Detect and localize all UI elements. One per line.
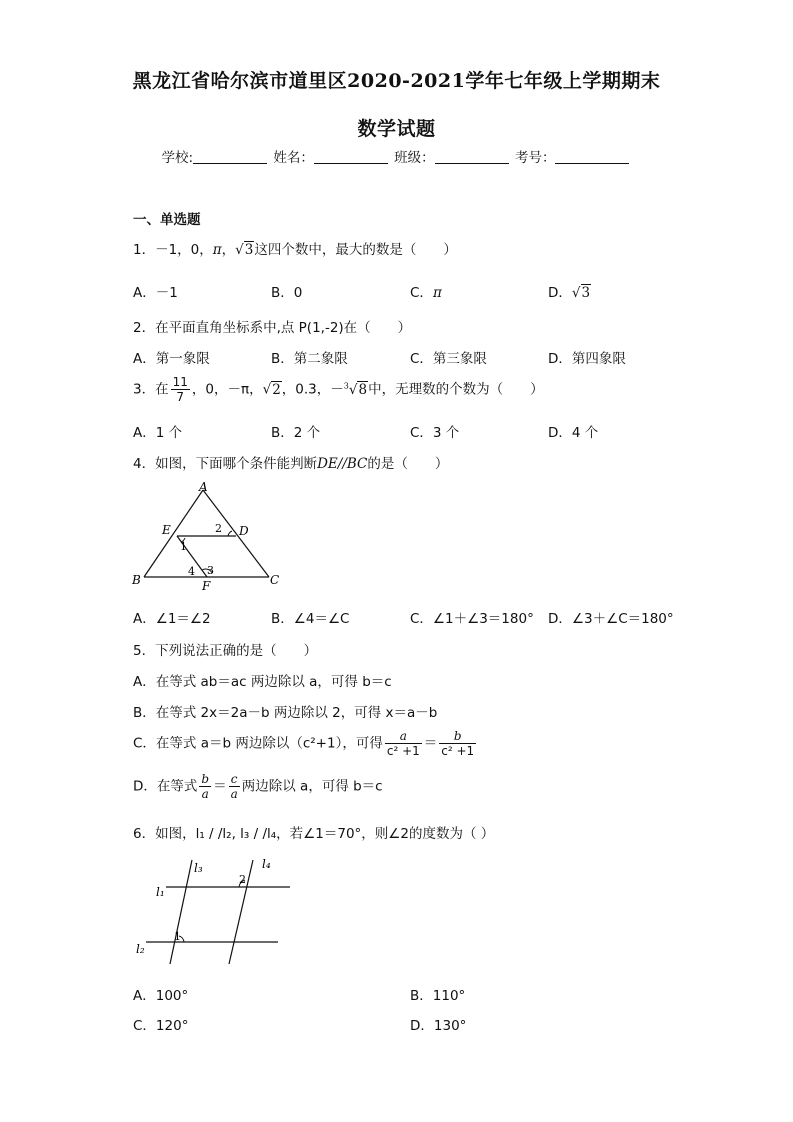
q4-label-4: 4 — [188, 565, 195, 578]
q4-stem-cond: DE//BC — [317, 456, 368, 472]
q3-frac-num: 11 — [172, 375, 188, 389]
q5-option-b[interactable]: B．在等式 2x＝2a－b 两边除以 2，可得 x＝a－b — [133, 705, 438, 721]
q3-mid1: ，0，－π， — [191, 381, 263, 398]
q6-label-l2: l₂ — [136, 942, 145, 956]
q4-label-c: C — [270, 573, 280, 587]
q6-label-l1: l₁ — [156, 885, 165, 899]
q4-stem-post: 的是（ ） — [367, 456, 449, 472]
school-blank[interactable] — [193, 149, 267, 164]
q6-label-l3: l₃ — [194, 861, 203, 875]
q5-c-frac1-num: a — [385, 729, 422, 744]
q1-d-sqrt: 3 — [581, 285, 591, 301]
q1-option-c[interactable] — [410, 281, 442, 301]
q5-d-frac2 — [229, 772, 240, 801]
q3-option-a[interactable]: A．1 个 — [133, 425, 183, 441]
name-blank[interactable] — [314, 149, 388, 164]
q2-option-d[interactable]: D．第四象限 — [548, 351, 626, 367]
q5-option-a[interactable]: A．在等式 ab＝ac 两边除以 a，可得 b＝c — [133, 674, 392, 690]
q1-sqrt-num: 3 — [244, 242, 254, 258]
q3-sqrt-num: 2 — [272, 381, 281, 398]
q4-label-a: A — [199, 480, 208, 494]
q3-stem-pre: 3．在 — [133, 381, 169, 398]
q5-c-frac2-num: b — [439, 729, 476, 744]
q5-d-frac1 — [199, 772, 211, 801]
q1-sqrt: √3 — [235, 242, 254, 258]
q5-c-pre: C．在等式 a＝b 两边除以（c²+1），可得 — [133, 735, 383, 752]
q2-option-c[interactable]: C．第三象限 — [410, 351, 487, 367]
q3-stem — [133, 375, 544, 404]
q4-option-d[interactable]: D．∠3＋∠C＝180° — [548, 611, 674, 627]
q5-stem: 5．下列说法正确的是（ ） — [133, 643, 318, 659]
q1-stem-pre: 1．－1，0， — [133, 242, 213, 258]
q1-option-d[interactable]: D．√3 — [548, 285, 591, 301]
q4-label-1: 1 — [180, 540, 187, 553]
exam-title-line2: 数学试题 — [357, 118, 436, 140]
q6-option-b[interactable]: B．110° — [410, 988, 466, 1004]
q1-option-a[interactable]: A．－1 — [133, 285, 178, 301]
q3-option-b[interactable]: B．2 个 — [271, 425, 321, 441]
q6-option-d[interactable]: D．130° — [410, 1018, 467, 1034]
q4-label-e: E — [162, 523, 171, 537]
name-label: 姓名： — [273, 150, 314, 166]
q3-option-c[interactable]: C．3 个 — [410, 425, 460, 441]
q1-d-prefix: D． — [548, 285, 572, 301]
q4-label-b: B — [132, 573, 141, 587]
q6-label-1: 1 — [174, 930, 181, 943]
q1-option-b[interactable]: B．0 — [271, 285, 303, 301]
q2-stem: 2．在平面直角坐标系中,点 P(1,-2)在（ ） — [133, 320, 412, 336]
q3-cbrt-index: 3 — [343, 381, 349, 390]
student-info-line — [0, 146, 793, 166]
q3-sqrt: √2 — [262, 381, 281, 398]
q2-option-b[interactable]: B．第二象限 — [271, 351, 348, 367]
q6-line-l3 — [170, 860, 192, 964]
q5-d-pre: D．在等式 — [133, 778, 198, 795]
q4-label-2: 2 — [215, 522, 222, 535]
q5-c-frac2-den: c² +1 — [441, 744, 475, 758]
q1-c-pi: π — [432, 285, 442, 301]
q3-option-d[interactable]: D．4 个 — [548, 425, 599, 441]
q4-option-b[interactable]: B．∠4＝∠C — [271, 611, 350, 627]
q5-c-frac2 — [439, 729, 476, 758]
q6-label-l4: l₄ — [262, 857, 271, 871]
exam-no-blank[interactable] — [555, 149, 629, 164]
q5-option-c[interactable] — [133, 729, 478, 758]
q3-mid2: ，0.3，－ — [281, 381, 344, 398]
q4-angle2-arc — [228, 531, 232, 536]
q5-d-frac2-den: a — [230, 787, 238, 801]
q3-cbrt: $^3$√8 — [343, 381, 368, 398]
q3-fraction — [171, 375, 190, 404]
q4-side-ab — [144, 490, 203, 577]
q6-option-a[interactable]: A．100° — [133, 988, 189, 1004]
q6-stem: 6．如图，l₁ / /l₂, l₃ / /l₄，若∠1＝70°，则∠2的度数为（ ） — [133, 826, 495, 842]
class-label: 班级： — [394, 150, 435, 166]
q5-option-d[interactable] — [133, 772, 383, 801]
q4-label-f: F — [202, 579, 211, 593]
q5-d-eq: ＝ — [213, 778, 227, 795]
q5-c-eq: ＝ — [423, 735, 438, 752]
q6-parallel-lines-figure — [128, 852, 303, 972]
q4-label-3: 3 — [207, 564, 214, 577]
q1-pi: π — [212, 242, 222, 258]
q5-d-frac1-num: b — [201, 772, 210, 786]
q2-option-a[interactable]: A．第一象限 — [133, 351, 210, 367]
q5-d-frac1-den: a — [201, 787, 209, 801]
q1-c-prefix: C． — [410, 285, 433, 301]
q4-option-a[interactable]: A．∠1＝∠2 — [133, 611, 211, 627]
section-title: 一、单选题 — [133, 212, 201, 228]
exam-no-label: 考号： — [514, 150, 556, 166]
exam-title-line1: 黑龙江省哈尔滨市道里区2020-2021学年七年级上学期期末 — [132, 70, 661, 92]
q4-label-d: D — [239, 524, 249, 538]
q5-d-post: 两边除以 a，可得 b＝c — [241, 778, 383, 795]
q1-stem-post: 这四个数中，最大的数是（ ） — [254, 242, 457, 258]
q1-stem — [133, 238, 457, 258]
class-blank[interactable] — [435, 149, 509, 164]
q6-label-2: 2 — [239, 873, 246, 886]
q3-frac-den: 7 — [176, 390, 185, 404]
q4-triangle-figure — [128, 478, 288, 596]
q5-c-frac1 — [385, 729, 422, 758]
q4-option-c[interactable]: C．∠1＋∠3＝180° — [410, 611, 534, 627]
q5-c-frac1-den: c² +1 — [386, 744, 420, 758]
q4-stem-pre: 4．如图，下面哪个条件能判断 — [133, 456, 318, 472]
q3-cbrt-num: 8 — [358, 381, 368, 398]
q3-stem-post: 中，无理数的个数为（ ） — [368, 381, 544, 398]
school-label: 学校: — [161, 150, 194, 166]
q1-sep: ， — [221, 242, 236, 258]
q5-d-frac2-num: c — [229, 772, 240, 787]
q4-stem — [133, 452, 448, 472]
q6-option-c[interactable]: C．120° — [133, 1018, 189, 1034]
